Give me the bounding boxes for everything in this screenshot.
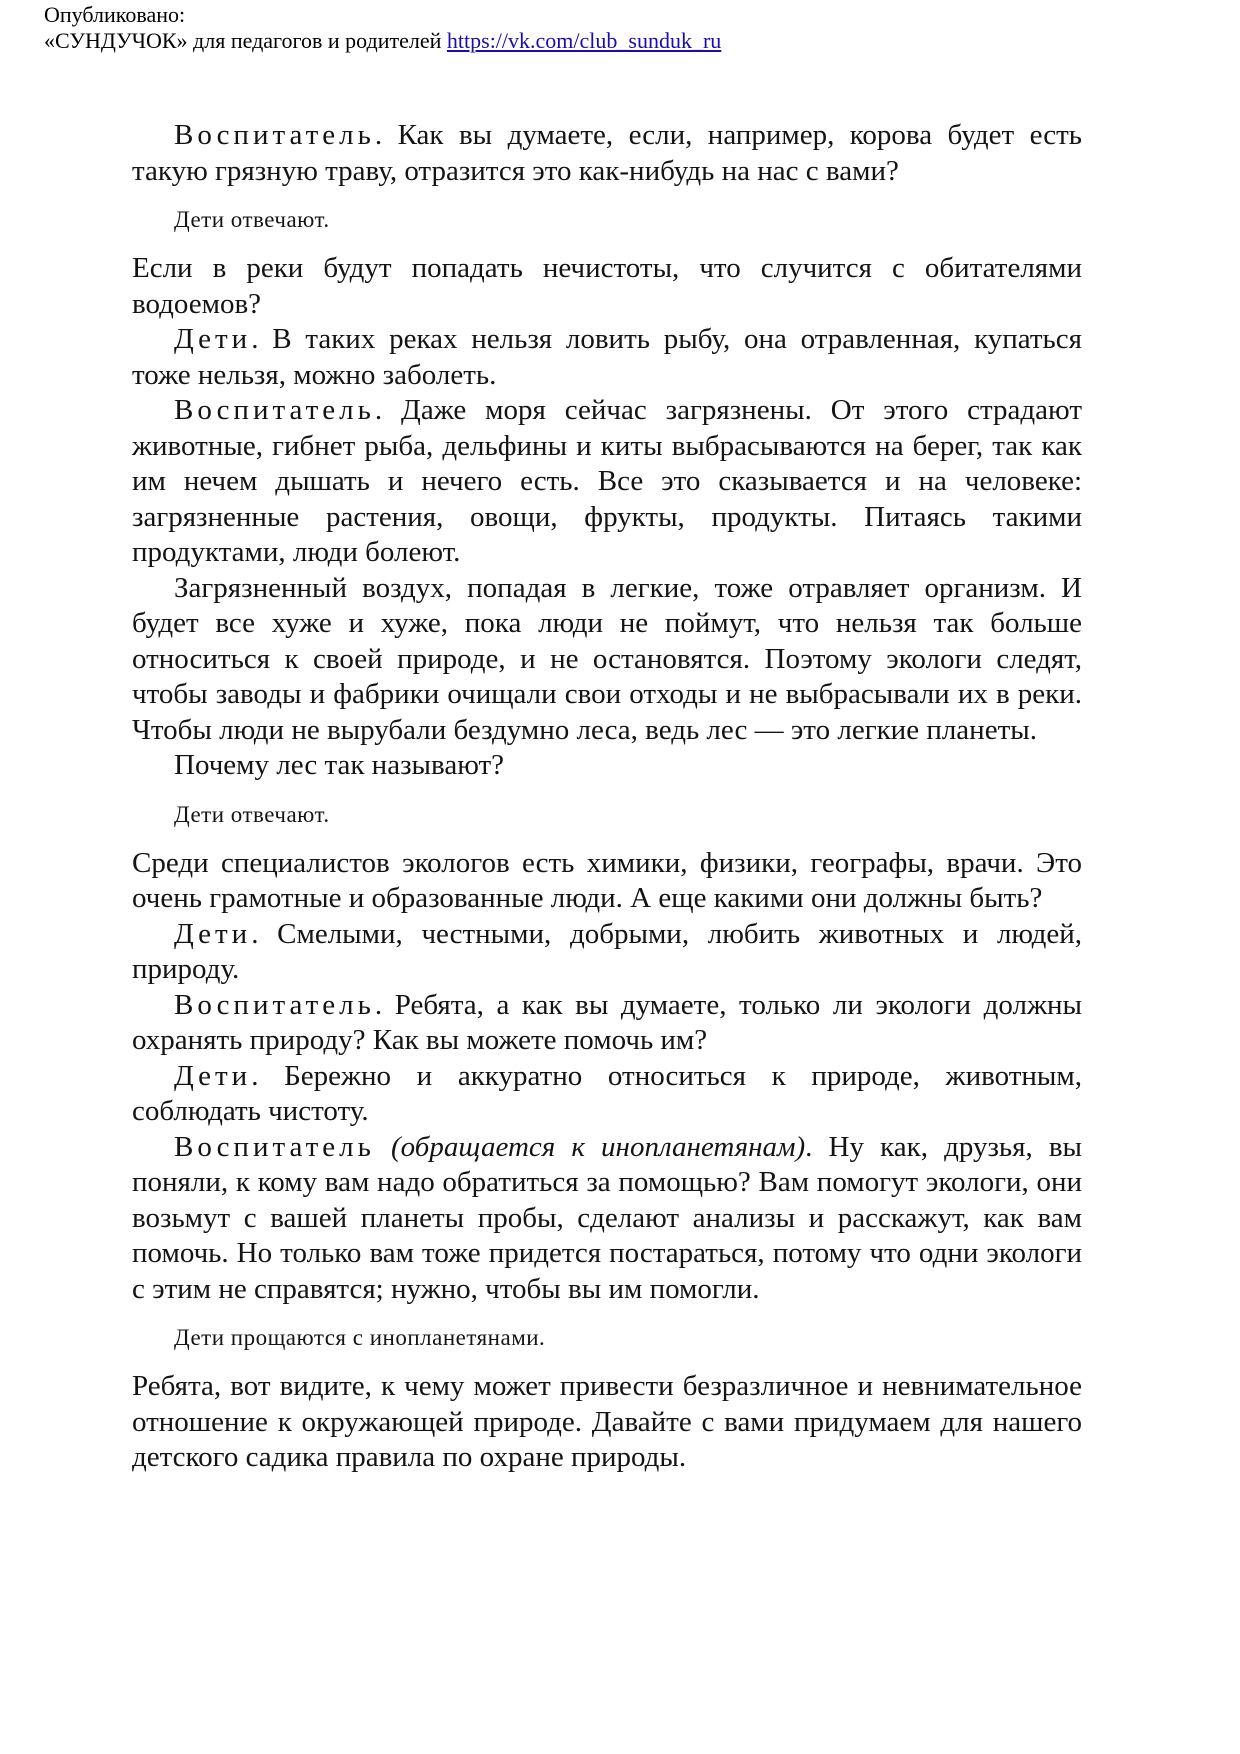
speech-text: . Даже моря сейчас загрязнены. От этого страдают животные, гибнет рыба, дельфины и киты выбрасываются на берег, так как им нечем дышать и нечего есть. Все это сказывается и на человеке: загрязненные растения, овощи, фрукты, продукты. Питаясь такими продуктами, люди болеют. — [132, 394, 1082, 568]
paragraph: Ребята, вот видите, к чему может привести безразличное и невнимательное отношение к окружающей природе. Давайте с вами придумаем для нашего детского садика правила по охране природы. — [132, 1370, 1082, 1473]
speech-text: . В таких реках нельзя ловить рыбу, она отравленная, купаться тоже нельзя, можно заболеть. — [132, 323, 1082, 391]
speaker-name: Воспитатель — [174, 119, 375, 151]
stage-direction: Дети прощаются с инопланетянами. — [174, 1325, 546, 1350]
speaker-name: Воспитатель — [174, 988, 375, 1021]
paragraph — [132, 118, 1082, 189]
stage-direction: Дети отвечают. — [174, 801, 330, 827]
stage-remark: (обращается к инопланетянам) — [391, 1130, 806, 1163]
paragraph — [132, 1130, 1082, 1308]
speech-text: . Смелыми, честными, добрыми, любить животных и людей, природу. — [132, 917, 1082, 985]
publication-header — [44, 2, 721, 54]
speech-text: . Бережно и аккуратно относиться к природе, животным, соблюдать чистоту. — [132, 1059, 1082, 1127]
speaker-name: Воспитатель — [174, 394, 375, 426]
speech-text: . Ребята, а как вы думаете, только ли экологи должны охранять природу? Как вы можете помочь им? — [132, 988, 1082, 1056]
speaker-name: Дети — [174, 917, 252, 950]
published-label: Опубликовано: — [44, 2, 186, 27]
script-text — [132, 118, 1082, 1476]
paragraph: Загрязненный воздух, попадая в легкие, тоже отравляет организм. И будет все хуже и хуже, пока люди не поймут, что нельзя так больше относиться к своей природе, и не остановятся. Поэтому экологи следят, чтобы заводы и фабрики очищали свои отходы и не выбрасывали их в реки. Чтобы люди не вырубали бездумно леса, ведь лес — это легкие планеты. — [132, 571, 1082, 746]
publisher-line — [44, 28, 721, 54]
paragraph: Почему лес так называют? — [174, 749, 505, 781]
paragraph — [132, 917, 1082, 988]
paragraph — [132, 988, 1082, 1059]
paragraph: Если в реки будут попадать нечистоты, что случится с обитателями водоемов? — [132, 252, 1082, 320]
speaker-name: Воспитатель — [174, 1130, 375, 1163]
paragraph — [132, 393, 1082, 571]
stage-direction: Дети отвечают. — [174, 207, 330, 232]
speaker-name: Дети — [174, 323, 252, 355]
speaker-name: Дети — [174, 1059, 252, 1092]
paragraph — [132, 322, 1082, 393]
speech-text: . Ну как, друзья, вы поняли, к кому вам надо обратиться за помощью? Вам помогут экологи, они возьмут с вашей планеты пробы, сделают анализы и расскажут, как вам помочь. Но только вам тоже придется постараться, потому что одни экологи с этим не справятся; нужно, чтобы вы им помогли. — [132, 1130, 1083, 1305]
speech-text: . Как вы думаете, если, например, корова будет есть такую грязную траву, отразится это как-нибудь на нас с вами? — [132, 119, 1082, 187]
paragraph: Среди специалистов экологов есть химики, физики, географы, врачи. Это очень грамотные и образованные люди. А еще какими они должны быть? — [132, 846, 1082, 914]
publisher-name: «СУНДУЧОК» для педагогов и родителей — [44, 28, 447, 53]
paragraph — [132, 1059, 1082, 1130]
vk-group-link[interactable]: https://vk.com/club_sunduk_ru — [446, 28, 722, 53]
